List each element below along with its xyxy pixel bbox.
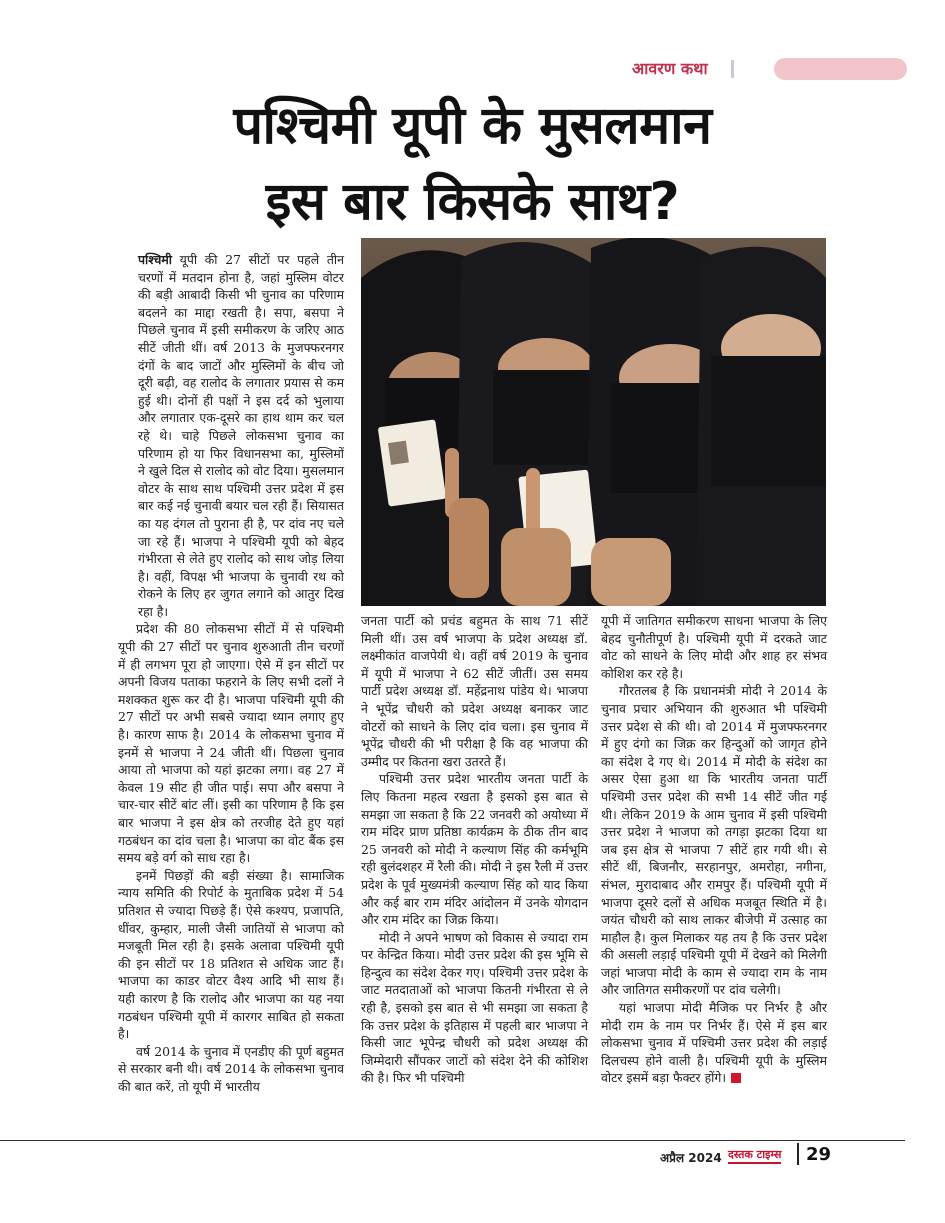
footer-rule — [0, 1140, 905, 1141]
article-paragraph: यूपी में जातिगत समीकरण साधना भाजपा के लिए बेहद चुनौतीपूर्ण है। पश्चिमी यूपी में दरकते जाट वोट को साधने के लिए मोदी और शाह हर संभव कोशिश कर रहे है। — [601, 613, 827, 681]
section-separator — [731, 60, 734, 78]
article-paragraph: जनता पार्टी को प्रचंड बहुमत के साथ 71 सीटें मिली थीं। उस वर्ष भाजपा के प्रदेश अध्यक्ष डॉ. लक्ष्मीकांत वाजपेयी थे। वहीं वर्ष 2019 के चुनाव में यूपी में भाजपा ने 62 सीटें जीतीं। उस समय पार्टी प्रदेश अध्यक्ष डॉ. महेंद्रनाथ पांडेय थे। भाजपा ने भूपेंद्र चौधरी को प्रदेश अध्यक्ष बनाकर जाट वोटरों को साधने के लिए दांव चला। इस चुनाव में भूपेंद्र चौधरी की भी परीक्षा है कि वह भाजपा की उम्मीद पर कितना खरा उतरते हैं। — [361, 613, 588, 769]
article-photo — [361, 238, 826, 606]
headline-line-1: पश्चिमी यूपी के मुसलमान — [233, 96, 712, 156]
article-paragraph: इनमें पिछड़ों की बड़ी संख्या है। सामाजिक न्याय समिति की रिपोर्ट के मुताबिक प्रदेश में 54 प्रतिशत से ज्यादा पिछड़े हैं। ऐसे कश्यप, प्रजापति, धींवर, कुम्हार, माली जैसी जातियों से भाजपा को मजबूती मिल रही है। इसके अलावा पश्चिमी यूपी की इन सीटों पर 18 प्रतिशत से अधिक जाट हैं। भाजपा का काडर वोटर वैश्य आदि भी साथ हैं। यही कारण है कि रालोद और भाजपा का यह नया गठबंधन पश्चिमी यूपी में कारगर साबित हो सकता है। — [118, 867, 344, 1042]
article-paragraph: मोदी ने अपने भाषण को विकास से ज्यादा राम पर केन्द्रित किया। मोदी उत्तर प्रदेश की इस भूमि से हिन्दुत्व का संदेश देकर गए। पश्चिमी उत्तर प्रदेश के जाट मतदाताओं को भाजपा कितनी गंभीरता से ले रही है, इसको इस बात से भी समझा जा सकता है कि उत्तर प्रदेश के इतिहास में पहली बार भाजपा ने किसी जाट भूपेन्द्र चौधरी को प्रदेश अध्यक्ष की जिम्मेदारी सौंपकर जाटों को संदेश देने की कोशिश की है। फिर भी पश्चिमी — [361, 929, 588, 1086]
article-paragraph: वर्ष 2014 के चुनाव में एनडीए की पूर्ण बहुमत से सरकार बनी थी। वर्ष 2014 के लोकसभा चुनाव की बात करें, तो यूपी में भारतीय — [118, 1043, 344, 1094]
end-mark-icon — [731, 1073, 741, 1083]
article-paragraph: गौरतलब है कि प्रधानमंत्री मोदी ने 2014 के चुनाव प्रचार अभियान की शुरुआत भी पश्चिमी उत्तर प्रदेश से की थी। वो 2014 में मुजफ्फरनगर में हुए दंगो का जिक्र कर हिन्दुओं को जागृत होने का संदेश दे गए थे। 2014 में मोदी के संदेश का असर ऐसा हुआ था कि भारतीय जनता पार्टी पश्चिमी उत्तर प्रदेश की सभी 14 सीटें जीत गई थी। लेकिन 2019 के आम चुनाव में इसी पश्चिमी उत्तर प्रदेश ने भाजपा को तगड़ा झटका दिया था जब इस क्षेत्र से भाजपा 7 सीटें हार गयी थी। से सीटें थीं, बिजनौर, सरहानपुर, अमरोहा, नगीना, संभल, मुरादाबाद और रामपुर हैं। पश्चिमी यूपी में भाजपा दूसरे दलों से अधिक मजबूत स्थिति में है। जयंत चौधरी को साथ लाकर बीजेपी में उत्साह का माहौल है। कुल मिलाकर यह तय है कि उत्तर प्रदेश की असली लड़ाई पश्चिमी यूपी में देखने को मिलेगी जहां भाजपा मोदी के काम से ज्यादा राम के नाम और जातिगत समीकरणों पर दांव चलेगी। — [601, 683, 827, 998]
article-paragraph-final — [601, 999, 827, 1087]
section-label: आवरण कथा — [632, 59, 708, 78]
article-column-1 — [118, 251, 344, 1096]
footer-date: अप्रैल 2024 — [660, 1151, 722, 1165]
article-column-3 — [601, 612, 827, 1087]
lead-word: पश्चिमी — [138, 252, 172, 267]
footer-divider — [797, 1143, 799, 1165]
section-decor-bar — [774, 58, 907, 80]
headline-line-2: इस बार किसके साथ? — [265, 172, 680, 232]
article-column-2 — [361, 612, 588, 1087]
lead-text: यूपी की 27 सीटों पर पहले तीन चरणों में मतदान होना है, जहां मुस्लिम वोटर की बड़ी आबादी किसी भी चुनाव का परिणाम बदलने का माद्दा रखती है। सपा, बसपा ने पिछले चुनाव में इसी समीकरण के जरिए आठ सीटें जीती थीं। वर्ष 2013 के मुजफ्फरनगर दंगों के बाद जाटों और मुस्लिमों के बीच जो दूरी बढ़ी, वह रालोद के लगातार प्रयास से कम हुई थी। दोनों ही पक्षों ने इस दर्द को भुलाया और लगातार एक-दूसरे का हाथ थाम कर चल रहे थे। चाहे पिछले लोकसभा चुनाव का परिणाम हो या फिर विधानसभा का, मुस्लिमों ने खुले दिल से रालोद को वोट दिया। मुसलमान वोटर के साथ साथ पश्चिमी उत्तर प्रदेश में इस बार कई नई चुनावी बयार चल रही हैं। सियासत का यह दंगल तो पुराना ही है, पर दांव नए चले जा रहे हैं। भाजपा ने पश्चिमी यूपी को बेहद गंभीरता से लेते हुए रालोद को साथ जोड़ लिया है। वहीं, विपक्ष भी भाजपा के चुनावी रथ को रोकने के लिए हर जुगत लगाने को आतुर दिख रहा है। — [138, 252, 344, 619]
article-paragraph: पश्चिमी उत्तर प्रदेश भारतीय जनता पार्टी के लिए कितना महत्व रखता है इसको इस बात से समझा जा सकता है कि 22 जनवरी को अयोध्या में राम मंदिर प्राण प्रतिष्ठा कार्यक्रम के ठीक तीन बाद 25 जनवरी को मोदी ने कल्याण सिंह की कर्मभूमि रही बुलंदशहर में रैली की। मोदी ने इस रैली में उत्तर प्रदेश के पूर्व मुख्यमंत्री कल्याण सिंह को याद किया और कई बार राम मंदिर आंदोलन में उनके योगदान और राम मंदिर का जिक्र किया। — [361, 771, 588, 928]
headline — [120, 88, 825, 240]
photo-women-voter-ids — [361, 238, 826, 606]
page-number: 29 — [806, 1144, 832, 1165]
article-paragraph: प्रदेश की 80 लोकसभा सीटों में से पश्चिमी यूपी की 27 सीटों पर चुनाव शुरुआती तीन चरणों में ही लगभग पूरा हो जाएगा। ऐसे में इन सीटों पर अपनी विजय पताका फहराने के लिए सभी दलों ने मशक्कत शुरू कर दी है। भाजपा पश्चिमी यूपी की 27 सीटों पर अभी सबसे ज्यादा ध्यान लगाए हुए है। कारण साफ है। 2014 के लोकसभा चुनाव में इनमें से भाजपा ने 24 जीती थीं। पिछला चुनाव आया तो भाजपा को यहां झटका लगा। वह 27 में केवल 19 सीट ही जीत पाई। सपा और बसपा ने चार-चार सीटें बांट लीं। इसी का परिणाम है कि इस बार भाजपा ने इस क्षेत्र को तरजीह देते हुए यहां गठबंधन का दांव चला है। भाजपा का वोट बैंक इस समय बड़े वर्ग को साध रहा है। — [118, 621, 344, 866]
final-text: यहां भाजपा मोदी मैजिक पर निर्भर है और मोदी राम के नाम पर निर्भर हैं। ऐसे में इस बार लोकसभा चुनाव में पश्चिमी उत्तर प्रदेश की लड़ाई दिलचस्प होने वाली है। पश्चिमी यूपी के मुस्लिम वोटर इसमें बड़ा फैक्टर होंगे। — [601, 1000, 827, 1086]
article-lead-paragraph — [138, 251, 344, 620]
footer-brand-logo: दस्तक टाइम्स — [728, 1148, 781, 1164]
